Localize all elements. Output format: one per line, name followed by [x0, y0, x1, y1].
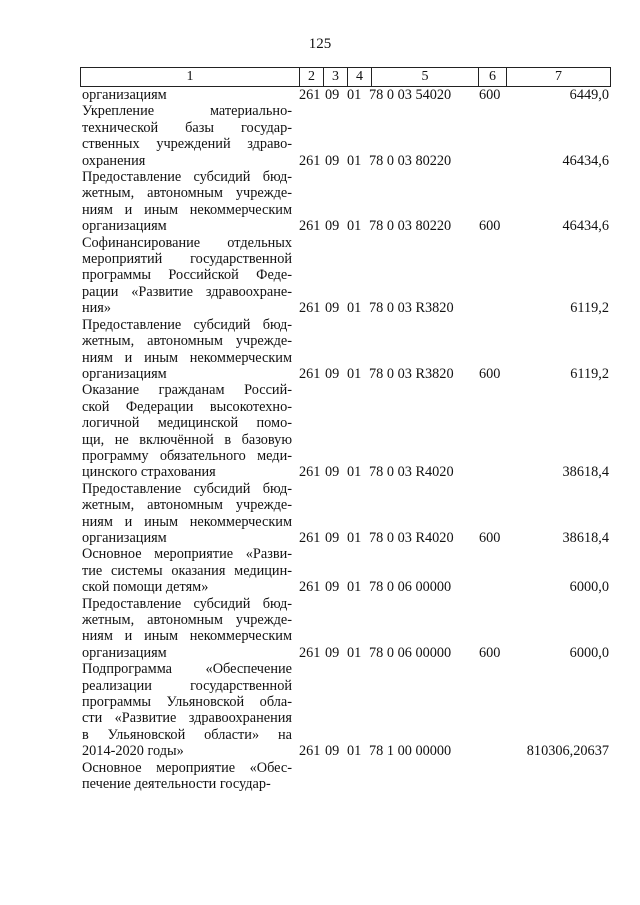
row-name — [82, 596, 292, 662]
row-podrazdel: 01 — [347, 644, 362, 661]
row-name — [82, 103, 292, 169]
row-name — [82, 169, 292, 235]
row-gr: 261 — [299, 152, 321, 169]
row-name-line: жетным, автономным учрежде- — [82, 333, 292, 350]
row-name — [82, 760, 292, 793]
row-name-line: цинского страхования — [82, 464, 216, 481]
table-row — [82, 546, 609, 595]
row-name-line: Основное мероприятие «Разви- — [82, 546, 292, 563]
row-name — [82, 235, 292, 317]
row-name-line: программы Российской Феде- — [82, 267, 292, 284]
row-name-line: ниям и иным некоммерческим — [82, 349, 292, 366]
row-razdel: 09 — [325, 218, 340, 235]
row-name-line: мероприятий государственной — [82, 251, 292, 268]
row-gr: 261 — [299, 529, 321, 546]
row-name-line: ниям и иным некоммерческим — [82, 201, 292, 218]
table-row — [82, 87, 609, 103]
row-name-line: ской Федерации высокотехно- — [82, 398, 292, 415]
row-target-article: 78 0 03 80220 — [369, 218, 452, 235]
row-razdel: 09 — [325, 365, 340, 382]
row-razdel: 09 — [325, 579, 340, 596]
row-gr: 261 — [299, 579, 321, 596]
row-sum: 38618,4 — [562, 464, 609, 481]
row-name — [82, 87, 292, 103]
row-target-article: 78 1 00 00000 — [369, 743, 452, 760]
row-name-line: организациям — [82, 87, 167, 103]
row-sum: 46434,6 — [562, 152, 609, 169]
row-name-line: организациям — [82, 529, 167, 546]
row-razdel: 09 — [325, 152, 340, 169]
row-podrazdel: 01 — [347, 300, 362, 317]
row-name-line: Софинансирование отдельных — [82, 234, 292, 251]
row-razdel: 09 — [325, 300, 340, 317]
row-name-line: охранения — [82, 152, 146, 169]
header-col-2: 2 — [300, 68, 324, 86]
row-gr: 261 — [299, 218, 321, 235]
row-name-line: Основное мероприятие «Обес- — [82, 759, 292, 776]
row-gr: 261 — [299, 743, 321, 760]
table-row — [82, 760, 609, 793]
row-target-article: 78 0 03 80220 — [369, 152, 452, 169]
row-name-line: программу обязательного меди- — [82, 447, 292, 464]
row-name-line: жетным, автономным учрежде- — [82, 612, 292, 628]
row-target-article: 78 0 03 R3820 — [369, 300, 454, 317]
row-name-line: организациям — [82, 365, 167, 382]
row-name — [82, 661, 292, 759]
row-name-line: печение деятельности государ- — [82, 776, 271, 793]
row-target-article: 78 0 03 R4020 — [369, 464, 454, 481]
row-podrazdel: 01 — [347, 579, 362, 596]
row-podrazdel: 01 — [347, 464, 362, 481]
row-expense-type: 600 — [479, 365, 501, 382]
row-name-line: жетным, автономным учрежде- — [82, 497, 292, 514]
row-gr: 261 — [299, 300, 321, 317]
row-sum: 6000,0 — [569, 579, 609, 596]
row-name — [82, 382, 292, 480]
table-header — [80, 67, 611, 87]
row-name-line: ния» — [82, 300, 112, 317]
row-gr: 261 — [299, 644, 321, 661]
header-col-4: 4 — [348, 68, 372, 86]
row-gr: 261 — [299, 365, 321, 382]
row-razdel: 09 — [325, 743, 340, 760]
table-row — [82, 103, 609, 169]
row-gr: 261 — [299, 87, 321, 103]
row-podrazdel: 01 — [347, 529, 362, 546]
row-razdel: 09 — [325, 529, 340, 546]
table-row — [82, 596, 609, 662]
row-podrazdel: 01 — [347, 87, 362, 103]
row-name-line: 2014-2020 годы» — [82, 743, 184, 760]
header-col-5: 5 — [372, 68, 479, 86]
table-row — [82, 317, 609, 383]
row-name-line: технической базы государ- — [82, 119, 292, 136]
row-expense-type: 600 — [479, 218, 501, 235]
table-row — [82, 661, 609, 759]
row-expense-type: 600 — [479, 529, 501, 546]
row-razdel: 09 — [325, 87, 340, 103]
row-name-line: щи, не включённой в базовую — [82, 431, 292, 448]
row-target-article: 78 0 03 54020 — [369, 87, 452, 103]
row-expense-type: 600 — [479, 87, 501, 103]
header-col-3: 3 — [324, 68, 348, 86]
header-col-6: 6 — [479, 68, 507, 86]
table-row — [82, 235, 609, 317]
table-row — [82, 169, 609, 235]
row-razdel: 09 — [325, 464, 340, 481]
row-target-article: 78 0 03 R3820 — [369, 365, 454, 382]
row-sum: 6119,2 — [570, 365, 609, 382]
row-name — [82, 546, 292, 595]
header-col-1: 1 — [81, 68, 300, 86]
row-target-article: 78 0 06 00000 — [369, 579, 452, 596]
row-name-line: реализации государственной — [82, 677, 292, 694]
row-name-line: ниям и иным некоммерческим — [82, 628, 292, 645]
row-sum: 38618,4 — [562, 529, 609, 546]
row-target-article: 78 0 06 00000 — [369, 644, 452, 661]
budget-table-body — [82, 87, 609, 792]
row-gr: 261 — [299, 464, 321, 481]
row-name-line: ственных учреждений здраво- — [82, 136, 292, 153]
row-name-line: ской помощи детям» — [82, 579, 209, 596]
row-name-line: ниям и иным некоммерческим — [82, 513, 292, 530]
row-name-line: тие системы оказания медицин- — [82, 562, 292, 579]
row-podrazdel: 01 — [347, 365, 362, 382]
page-number: 125 — [308, 36, 332, 52]
row-name-line: в Ульяновской области» на — [82, 726, 292, 743]
row-podrazdel: 01 — [347, 152, 362, 169]
row-podrazdel: 01 — [347, 743, 362, 760]
row-sum: 46434,6 — [562, 218, 609, 235]
row-name — [82, 317, 292, 383]
row-name-line: организациям — [82, 218, 167, 235]
row-name-line: Подпрограмма «Обеспечение — [82, 661, 292, 678]
row-name-line: Укрепление материально- — [82, 103, 292, 120]
row-podrazdel: 01 — [347, 218, 362, 235]
row-sum: 810306,20637 — [526, 743, 609, 760]
row-name-line: Предоставление субсидий бюд- — [82, 169, 292, 186]
row-name-line: Предоставление субсидий бюд- — [82, 316, 292, 333]
row-name-line: Предоставление субсидий бюд- — [82, 595, 292, 612]
row-name — [82, 481, 292, 547]
row-name-line: Оказание гражданам Россий- — [82, 382, 292, 399]
row-name-line: программы Ульяновской обла- — [82, 694, 292, 711]
row-sum: 6119,2 — [570, 300, 609, 317]
row-sum: 6000,0 — [569, 644, 609, 661]
row-razdel: 09 — [325, 644, 340, 661]
row-name-line: логичной медицинской помо- — [82, 415, 292, 432]
row-expense-type: 600 — [479, 644, 501, 661]
row-name-line: рации «Развитие здравоохране- — [82, 283, 292, 300]
row-name-line: сти «Развитие здравоохранения — [82, 710, 292, 727]
row-name-line: Предоставление субсидий бюд- — [82, 480, 292, 497]
header-col-7: 7 — [555, 69, 562, 84]
row-sum: 6449,0 — [569, 87, 609, 103]
table-row — [82, 481, 609, 547]
row-name-line: организациям — [82, 644, 167, 661]
table-row — [82, 382, 609, 480]
row-name-line: жетным, автономным учрежде- — [82, 185, 292, 202]
row-target-article: 78 0 03 R4020 — [369, 529, 454, 546]
